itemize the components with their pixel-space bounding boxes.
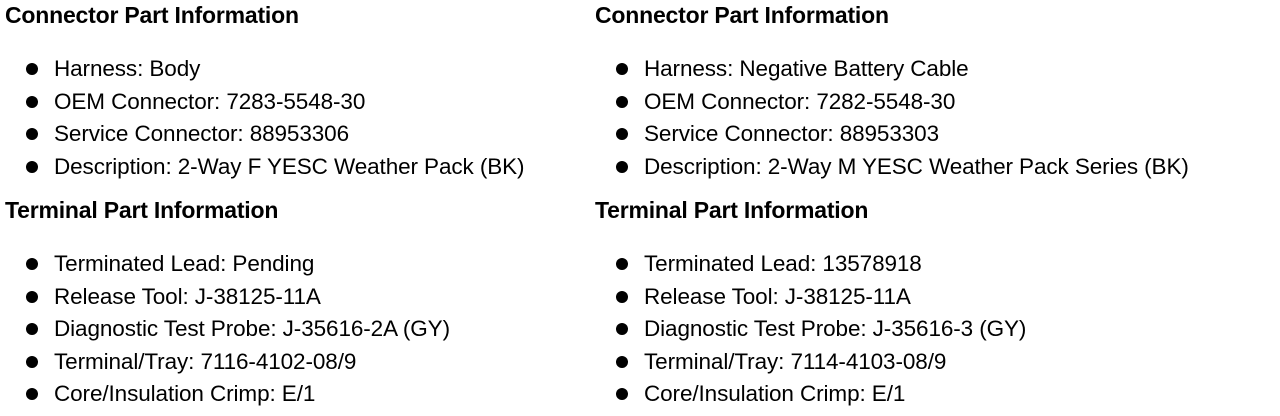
bullet-icon bbox=[616, 356, 628, 368]
list-item-text: Description: 2-Way M YESC Weather Pack Series (BK) bbox=[644, 153, 1189, 179]
connector-part-list bbox=[5, 53, 524, 183]
bullet-icon bbox=[616, 161, 628, 173]
list-item bbox=[5, 86, 524, 119]
list-item-text: Diagnostic Test Probe: J-35616-2A (GY) bbox=[54, 316, 450, 341]
bullet-icon bbox=[26, 388, 38, 400]
terminal-part-heading: Terminal Part Information bbox=[595, 197, 869, 223]
list-item bbox=[5, 378, 450, 411]
connector-part-list bbox=[595, 53, 1189, 183]
list-item-text: Description: 2-Way F YESC Weather Pack (BK) bbox=[54, 153, 525, 179]
list-item-text: Service Connector: 88953303 bbox=[644, 121, 939, 146]
bullet-icon bbox=[26, 63, 38, 75]
list-item-text: Core/Insulation Crimp: E/1 bbox=[54, 381, 316, 406]
bullet-icon bbox=[26, 356, 38, 368]
list-item-text: Terminal/Tray: 7116-4102-08/9 bbox=[54, 348, 357, 374]
list-item bbox=[5, 248, 450, 281]
list-item bbox=[595, 118, 1189, 151]
bullet-icon bbox=[616, 388, 628, 400]
bullet-icon bbox=[26, 96, 38, 108]
list-item bbox=[595, 378, 1026, 411]
terminal-part-heading: Terminal Part Information bbox=[5, 197, 279, 223]
list-item bbox=[595, 281, 1026, 314]
list-item-text: Release Tool: J-38125-11A bbox=[54, 283, 321, 309]
terminal-part-list bbox=[5, 248, 450, 411]
bullet-icon bbox=[616, 63, 628, 75]
list-item-text: Harness: Body bbox=[54, 56, 201, 81]
bullet-icon bbox=[26, 128, 38, 140]
bullet-icon bbox=[26, 323, 38, 335]
bullet-icon bbox=[26, 291, 38, 303]
list-item-text: Service Connector: 88953306 bbox=[54, 121, 349, 146]
list-item bbox=[5, 118, 524, 151]
list-item bbox=[5, 281, 450, 314]
list-item-text: Harness: Negative Battery Cable bbox=[644, 56, 969, 81]
bullet-icon bbox=[26, 161, 38, 173]
terminal-part-list bbox=[595, 248, 1026, 411]
list-item-text: OEM Connector: 7282-5548-30 bbox=[644, 88, 956, 114]
list-item bbox=[5, 313, 450, 346]
bullet-icon bbox=[26, 258, 38, 270]
list-item-text: OEM Connector: 7283-5548-30 bbox=[54, 88, 366, 114]
list-item-text: Core/Insulation Crimp: E/1 bbox=[644, 381, 906, 406]
list-item bbox=[595, 151, 1189, 184]
list-item-text: Terminated Lead: 13578918 bbox=[644, 251, 922, 276]
list-item-text: Release Tool: J-38125-11A bbox=[644, 283, 911, 309]
list-item bbox=[595, 86, 1189, 119]
bullet-icon bbox=[616, 128, 628, 140]
connector-part-heading: Connector Part Information bbox=[595, 2, 889, 28]
list-item bbox=[5, 53, 524, 86]
list-item bbox=[595, 346, 1026, 379]
connector-part-heading: Connector Part Information bbox=[5, 2, 299, 28]
list-item bbox=[595, 313, 1026, 346]
list-item-text: Terminated Lead: Pending bbox=[54, 251, 315, 276]
list-item bbox=[5, 151, 524, 184]
list-item bbox=[595, 248, 1026, 281]
bullet-icon bbox=[616, 258, 628, 270]
bullet-icon bbox=[616, 96, 628, 108]
list-item-text: Diagnostic Test Probe: J-35616-3 (GY) bbox=[644, 316, 1027, 341]
list-item bbox=[595, 53, 1189, 86]
bullet-icon bbox=[616, 323, 628, 335]
bullet-icon bbox=[616, 291, 628, 303]
list-item-text: Terminal/Tray: 7114-4103-08/9 bbox=[644, 348, 947, 374]
list-item bbox=[5, 346, 450, 379]
